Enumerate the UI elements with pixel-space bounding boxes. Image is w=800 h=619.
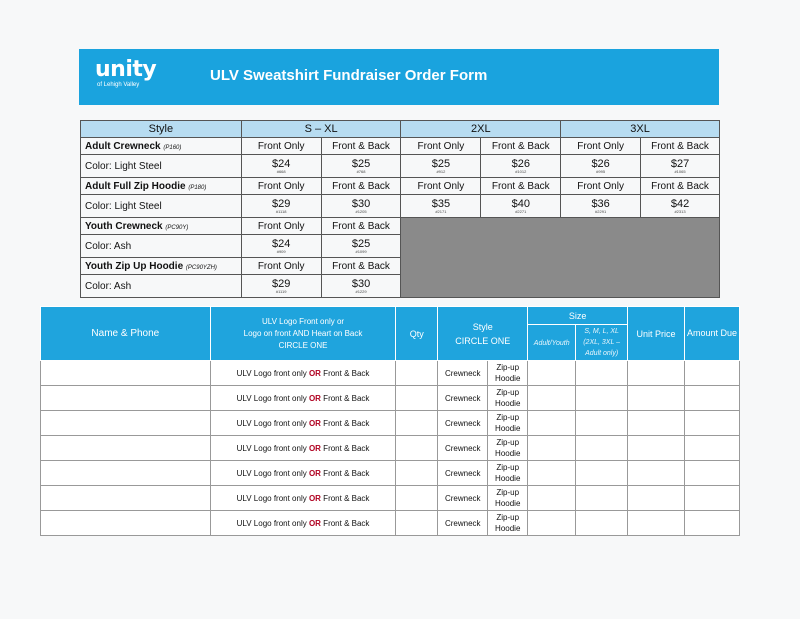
front-only-label: Front Only bbox=[401, 178, 481, 195]
size-adult-youth-input[interactable] bbox=[528, 486, 576, 511]
size-input[interactable] bbox=[576, 461, 628, 486]
price-cell bbox=[241, 195, 321, 218]
price-sku: #668 bbox=[276, 169, 286, 174]
qty-input[interactable] bbox=[396, 361, 438, 386]
price-sku: #1205 bbox=[355, 209, 367, 214]
col-amount-due: Amount Due bbox=[685, 307, 740, 361]
front-only-label: Front Only bbox=[401, 138, 481, 155]
size-input[interactable] bbox=[576, 386, 628, 411]
price-sku: #912 bbox=[436, 169, 446, 174]
amount-due-input[interactable] bbox=[685, 411, 740, 436]
price-sku: #2313 bbox=[674, 209, 686, 214]
price-sku: #995 bbox=[596, 169, 606, 174]
qty-input[interactable] bbox=[396, 511, 438, 536]
amount-due-input[interactable] bbox=[685, 386, 740, 411]
price-table bbox=[80, 120, 720, 298]
price-sku: #1119 bbox=[275, 289, 287, 294]
name-phone-input[interactable] bbox=[41, 461, 211, 486]
size-group-header: 3XL bbox=[561, 121, 720, 138]
price-sku: #1012 bbox=[515, 169, 527, 174]
front-only-label: Front Only bbox=[561, 178, 641, 195]
price-value: $25 bbox=[351, 238, 371, 250]
price-value: $27 bbox=[670, 158, 690, 170]
logo-option-choice[interactable]: ULV Logo front only OR Front & Back bbox=[210, 436, 396, 461]
unit-price-input[interactable] bbox=[628, 486, 685, 511]
price-cell bbox=[481, 155, 561, 178]
amount-due-input[interactable] bbox=[685, 511, 740, 536]
price-value: $42 bbox=[670, 198, 690, 210]
qty-input[interactable] bbox=[396, 411, 438, 436]
front-back-label: Front & Back bbox=[321, 218, 401, 235]
header-banner bbox=[79, 49, 719, 105]
name-phone-input[interactable] bbox=[41, 511, 211, 536]
price-value: $24 bbox=[272, 238, 291, 250]
size-adult-youth-input[interactable] bbox=[528, 361, 576, 386]
logo-option-choice[interactable]: ULV Logo front only OR Front & Back bbox=[210, 411, 396, 436]
price-value: $40 bbox=[511, 198, 530, 210]
crewneck-option[interactable]: Crewneck bbox=[438, 361, 488, 386]
style-header: Style bbox=[81, 121, 242, 138]
price-cell bbox=[241, 275, 321, 298]
crewneck-option[interactable]: Crewneck bbox=[438, 461, 488, 486]
amount-due-input[interactable] bbox=[685, 361, 740, 386]
price-cell bbox=[641, 195, 720, 218]
front-back-label: Front & Back bbox=[481, 138, 561, 155]
front-back-label: Front & Back bbox=[321, 138, 401, 155]
product-color: Color: Ash bbox=[81, 275, 242, 298]
price-sku: #2291 bbox=[595, 209, 607, 214]
size-adult-youth-input[interactable] bbox=[528, 436, 576, 461]
col-qty: Qty bbox=[396, 307, 438, 361]
order-row bbox=[41, 436, 740, 461]
front-back-label: Front & Back bbox=[321, 258, 401, 275]
order-row bbox=[41, 486, 740, 511]
logo-option-choice[interactable]: ULV Logo front only OR Front & Back bbox=[210, 361, 396, 386]
crewneck-option[interactable]: Crewneck bbox=[438, 436, 488, 461]
price-value: $24 bbox=[272, 158, 291, 170]
price-sku: #909 bbox=[276, 249, 286, 254]
size-adult-youth-input[interactable] bbox=[528, 461, 576, 486]
logo-option-choice[interactable]: ULV Logo front only OR Front & Back bbox=[210, 511, 396, 536]
order-row bbox=[41, 386, 740, 411]
product-name: Adult Crewneck (P160) bbox=[81, 138, 242, 155]
product-color: Color: Ash bbox=[81, 235, 242, 258]
front-back-label: Front & Back bbox=[481, 178, 561, 195]
price-cell bbox=[561, 155, 641, 178]
front-back-label: Front & Back bbox=[641, 138, 720, 155]
unavailable-sizes-block bbox=[401, 218, 720, 298]
name-phone-input[interactable] bbox=[41, 411, 211, 436]
price-cell bbox=[321, 155, 401, 178]
unit-price-input[interactable] bbox=[628, 411, 685, 436]
order-row bbox=[41, 411, 740, 436]
price-cell bbox=[561, 195, 641, 218]
logo-sub: of Lehigh Valley bbox=[97, 82, 140, 88]
crewneck-option[interactable]: Crewneck bbox=[438, 511, 488, 536]
front-only-label: Front Only bbox=[561, 138, 641, 155]
front-only-label: Front Only bbox=[241, 138, 321, 155]
price-value: $26 bbox=[591, 158, 610, 170]
price-cell bbox=[321, 275, 401, 298]
col-size-range: S, M, L, XL (2XL, 3XL – Adult only) bbox=[576, 325, 628, 361]
col-logo-option: ULV Logo Front only or Logo on front AND Heart on Back CIRCLE ONE bbox=[210, 307, 396, 361]
order-table bbox=[40, 306, 740, 536]
product-color: Color: Light Steel bbox=[81, 195, 242, 218]
col-style: Style CIRCLE ONE bbox=[438, 307, 528, 361]
price-value: $36 bbox=[591, 198, 610, 210]
logo-option-choice[interactable]: ULV Logo front only OR Front & Back bbox=[210, 386, 396, 411]
price-sku: #2271 bbox=[515, 209, 527, 214]
price-value: $30 bbox=[351, 198, 371, 210]
col-size-adult-youth: Adult/Youth bbox=[528, 325, 576, 361]
unit-price-input[interactable] bbox=[628, 511, 685, 536]
size-input[interactable] bbox=[576, 361, 628, 386]
qty-input[interactable] bbox=[396, 461, 438, 486]
size-group-header: S – XL bbox=[241, 121, 401, 138]
front-back-label: Front & Back bbox=[641, 178, 720, 195]
amount-due-input[interactable] bbox=[685, 461, 740, 486]
zipup-hoodie-option[interactable]: Zip-up Hoodie bbox=[488, 461, 528, 486]
unit-price-input[interactable] bbox=[628, 386, 685, 411]
price-sku: #1118 bbox=[275, 209, 287, 214]
name-phone-input[interactable] bbox=[41, 361, 211, 386]
qty-input[interactable] bbox=[396, 486, 438, 511]
unity-logo bbox=[95, 59, 156, 89]
order-row bbox=[41, 361, 740, 386]
crewneck-option[interactable]: Crewneck bbox=[438, 386, 488, 411]
logo-option-choice[interactable]: ULV Logo front only OR Front & Back bbox=[210, 486, 396, 511]
price-value: $26 bbox=[511, 158, 530, 170]
unit-price-input[interactable] bbox=[628, 436, 685, 461]
name-phone-input[interactable] bbox=[41, 436, 211, 461]
zipup-hoodie-option[interactable]: Zip-up Hoodie bbox=[488, 436, 528, 461]
price-value: $25 bbox=[351, 158, 371, 170]
product-name: Adult Full Zip Hoodie (P180) bbox=[81, 178, 242, 195]
price-sku: #1099 bbox=[355, 249, 367, 254]
price-cell bbox=[401, 155, 481, 178]
price-cell bbox=[321, 235, 401, 258]
product-color: Color: Light Steel bbox=[81, 155, 242, 178]
size-input[interactable] bbox=[576, 486, 628, 511]
qty-input[interactable] bbox=[396, 386, 438, 411]
size-adult-youth-input[interactable] bbox=[528, 386, 576, 411]
price-sku: #2171 bbox=[435, 209, 447, 214]
unit-price-input[interactable] bbox=[628, 461, 685, 486]
size-group-header: 2XL bbox=[401, 121, 561, 138]
price-cell bbox=[241, 155, 321, 178]
price-sku: #768 bbox=[356, 169, 366, 174]
amount-due-input[interactable] bbox=[685, 486, 740, 511]
price-cell bbox=[401, 195, 481, 218]
price-cell bbox=[321, 195, 401, 218]
price-value: $30 bbox=[351, 278, 371, 290]
price-value: $29 bbox=[272, 278, 291, 290]
size-adult-youth-input[interactable] bbox=[528, 511, 576, 536]
name-phone-input[interactable] bbox=[41, 486, 211, 511]
unit-price-input[interactable] bbox=[628, 361, 685, 386]
price-value: $29 bbox=[272, 198, 291, 210]
qty-input[interactable] bbox=[396, 436, 438, 461]
size-input[interactable] bbox=[576, 511, 628, 536]
zipup-hoodie-option[interactable]: Zip-up Hoodie bbox=[488, 486, 528, 511]
front-only-label: Front Only bbox=[241, 178, 321, 195]
page-title: ULV Sweatshirt Fundraiser Order Form bbox=[210, 67, 488, 84]
size-input[interactable] bbox=[576, 411, 628, 436]
logo-option-choice[interactable]: ULV Logo front only OR Front & Back bbox=[210, 461, 396, 486]
price-sku: #1065 bbox=[674, 169, 686, 174]
product-name: Youth Zip Up Hoodie (PC90YZH) bbox=[81, 258, 242, 275]
zipup-hoodie-option[interactable]: Zip-up Hoodie bbox=[488, 511, 528, 536]
name-phone-input[interactable] bbox=[41, 386, 211, 411]
zipup-hoodie-option[interactable]: Zip-up Hoodie bbox=[488, 411, 528, 436]
price-cell bbox=[481, 195, 561, 218]
amount-due-input[interactable] bbox=[685, 436, 740, 461]
order-row bbox=[41, 511, 740, 536]
col-name-phone: Name & Phone bbox=[41, 307, 211, 361]
front-only-label: Front Only bbox=[241, 218, 321, 235]
front-back-label: Front & Back bbox=[321, 178, 401, 195]
front-only-label: Front Only bbox=[241, 258, 321, 275]
zipup-hoodie-option[interactable]: Zip-up Hoodie bbox=[488, 361, 528, 386]
price-value: $25 bbox=[431, 158, 451, 170]
logo-main: unity bbox=[95, 57, 157, 82]
zipup-hoodie-option[interactable]: Zip-up Hoodie bbox=[488, 386, 528, 411]
crewneck-option[interactable]: Crewneck bbox=[438, 411, 488, 436]
crewneck-option[interactable]: Crewneck bbox=[438, 486, 488, 511]
order-row bbox=[41, 461, 740, 486]
price-value: $35 bbox=[431, 198, 451, 210]
col-size: Size bbox=[528, 307, 628, 325]
col-unit-price: Unit Price bbox=[628, 307, 685, 361]
price-cell bbox=[241, 235, 321, 258]
price-cell bbox=[641, 155, 720, 178]
product-name: Youth Crewneck (PC90Y) bbox=[81, 218, 242, 235]
size-input[interactable] bbox=[576, 436, 628, 461]
size-adult-youth-input[interactable] bbox=[528, 411, 576, 436]
price-sku: #1229 bbox=[355, 289, 367, 294]
